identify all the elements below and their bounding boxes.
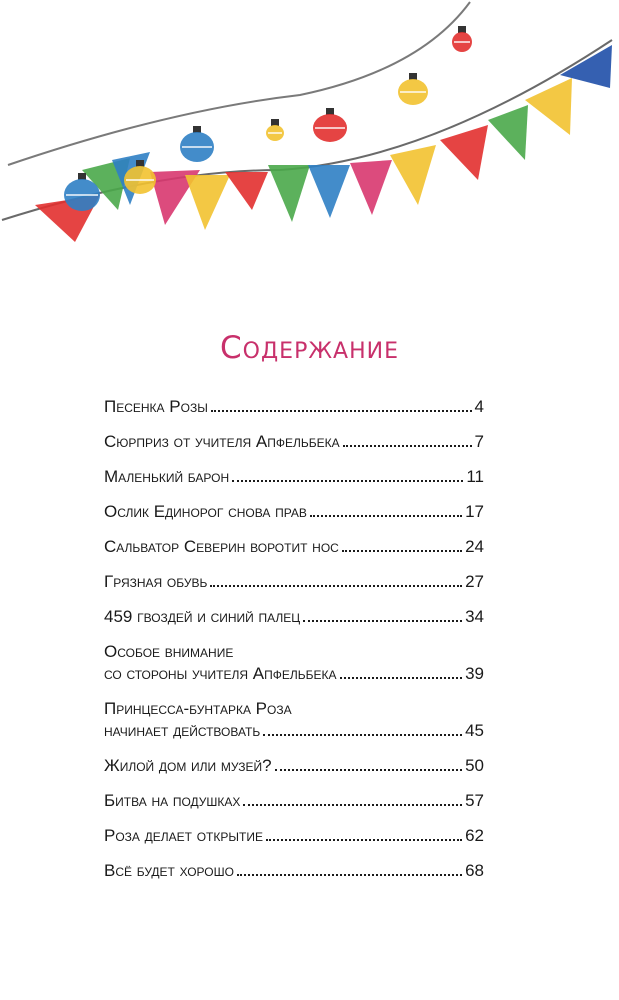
toc-entry-title: Сюрприз от учителя Апфельбека [104, 432, 340, 451]
lantern-cap [271, 119, 279, 126]
pennant-flag [350, 160, 392, 215]
lantern-cap [193, 126, 201, 133]
pennant-flag [488, 105, 528, 160]
toc-page-number: 45 [465, 721, 484, 740]
toc-page-number: 7 [474, 432, 484, 451]
table-of-contents [104, 396, 484, 895]
toc-entry-title: Жилой дом или музей? [104, 756, 272, 775]
toc-page-number: 57 [465, 791, 484, 810]
toc-entry[interactable] [104, 825, 484, 847]
bunting-garland-illustration [0, 0, 619, 280]
toc-entry-title: Ослик Единорог снова прав [104, 502, 307, 521]
lantern-string [8, 2, 470, 165]
lantern-cap [409, 73, 417, 80]
toc-page-number: 68 [465, 861, 484, 880]
toc-entry[interactable] [104, 396, 484, 418]
toc-entry[interactable] [104, 431, 484, 453]
dot-leader [263, 734, 462, 736]
toc-page-number: 24 [465, 537, 484, 556]
toc-page-number: 27 [465, 572, 484, 591]
toc-entry[interactable] [104, 501, 484, 523]
toc-entry[interactable] [104, 536, 484, 558]
dot-leader [210, 585, 462, 587]
dot-leader [237, 874, 462, 876]
lantern-cap [78, 173, 86, 180]
toc-entry-title: Роза делает открытие [104, 826, 263, 845]
dot-leader [343, 445, 472, 447]
lantern-cap [326, 108, 334, 115]
toc-entry[interactable] [104, 755, 484, 777]
toc-entry-title: Особое внимание [104, 642, 234, 661]
dot-leader [211, 410, 472, 412]
toc-entry-title: 459 гвоздей и синий палец [104, 607, 301, 626]
toc-entry-title: Песенка Розы [104, 397, 208, 416]
toc-entry-title: Грязная обувь [104, 572, 208, 591]
toc-entry-title: Битва на подушках [104, 791, 241, 810]
toc-entry[interactable] [104, 571, 484, 593]
dot-leader [310, 515, 462, 517]
pennant-flag [268, 165, 310, 222]
toc-entry[interactable] [104, 790, 484, 812]
toc-entry[interactable] [104, 641, 484, 685]
dot-leader [266, 839, 462, 841]
toc-page-number: 17 [465, 502, 484, 521]
pennant-flag [440, 125, 488, 180]
pennant-flag [308, 165, 350, 218]
toc-entry-title: Всё будет хорошо [104, 861, 234, 880]
toc-entry[interactable] [104, 466, 484, 488]
toc-entry-title: Сальватор Северин воротит нос [104, 537, 339, 556]
toc-page-number: 34 [465, 607, 484, 626]
toc-entry[interactable] [104, 698, 484, 742]
toc-page-number: 50 [465, 756, 484, 775]
page-title: Содержание [220, 330, 399, 366]
toc-page-number: 4 [474, 397, 484, 416]
pennant-flag [225, 172, 268, 210]
lantern-cap [458, 26, 466, 33]
toc-entry-title: Принцесса-бунтарка Роза [104, 699, 292, 718]
pennant-flag [390, 145, 436, 205]
pennant-flag [185, 175, 230, 230]
toc-page-number: 62 [465, 826, 484, 845]
toc-page-number: 39 [465, 664, 484, 683]
toc-entry-title: Маленький барон [104, 467, 230, 486]
toc-entry[interactable] [104, 606, 484, 628]
toc-entry[interactable] [104, 860, 484, 882]
toc-page-number: 11 [466, 467, 484, 486]
dot-leader [243, 804, 462, 806]
dot-leader [232, 480, 463, 482]
dot-leader [342, 550, 462, 552]
dot-leader [275, 769, 462, 771]
toc-entry-title: начинает действовать [104, 721, 261, 740]
dot-leader [340, 677, 463, 679]
pennant-flag [525, 78, 572, 135]
dot-leader [303, 620, 462, 622]
lantern-cap [136, 160, 144, 167]
toc-entry-title: со стороны учителя Апфельбека [104, 664, 337, 683]
